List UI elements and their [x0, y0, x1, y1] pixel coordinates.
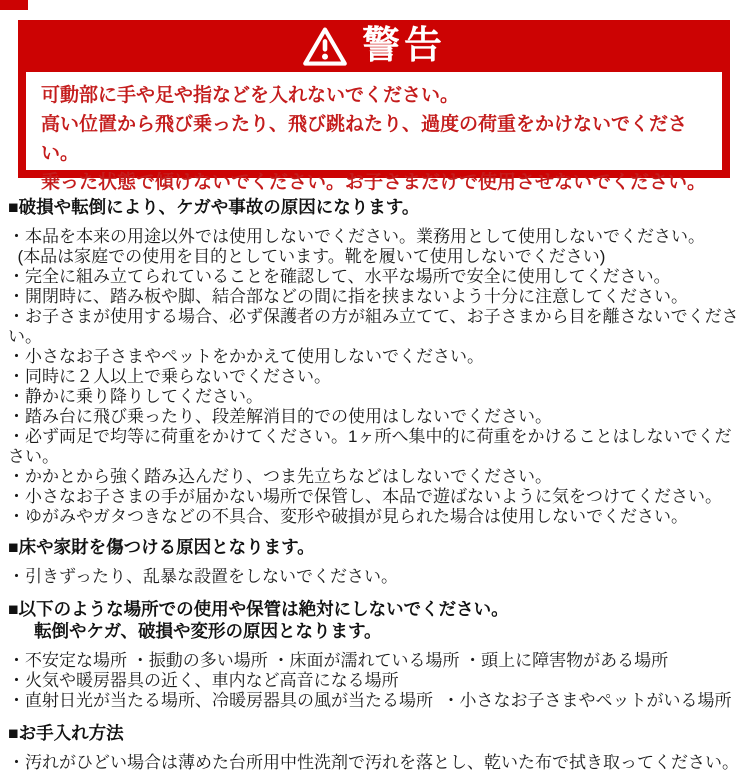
section-heading: ■お手入れ方法	[8, 723, 124, 743]
list-item: ・汚れがひどい場合は薄めた台所用中性洗剤で汚れを落とし、乾いた布で拭き取ってください。	[8, 753, 739, 772]
section-items	[8, 651, 744, 711]
warning-triangle-icon	[302, 26, 348, 68]
section-damage-injury	[8, 196, 744, 527]
list-item: ・本品を本来の用途以外では使用しないでください。業務用として使用しないでください。	[8, 227, 705, 246]
section-items	[8, 753, 744, 773]
list-item: ・不安定な場所 ・振動の多い場所 ・床面が濡れている場所 ・頭上に障害物がある場所	[8, 651, 669, 670]
section-floor-damage	[8, 536, 744, 587]
warning-message: 可動部に手や足や指などを入れないでください。	[41, 85, 460, 106]
warning-messages-box	[26, 72, 722, 193]
section-items	[8, 567, 744, 587]
list-item: ・小さなお子さまの手が届かない場所で保管し、本品で遊ばないように気をつけてください。	[8, 487, 722, 506]
list-item: ・小さなお子さまやペットをかかえて使用しないでください。	[8, 347, 484, 366]
instructions-body	[8, 196, 744, 773]
list-item: ・必ず両足で均等に荷重をかけてください。1ヶ所へ集中的に荷重をかけることはしないでください。	[8, 427, 732, 466]
list-item: ・お子さまが使用する場合、必ず保護者の方が組み立てて、お子さまから目を離さないでください。	[8, 307, 739, 346]
section-subheading: 転倒やケガ、破損や変形の原因となります。	[34, 621, 382, 641]
warning-banner-header	[18, 20, 730, 72]
list-item: (本品は家庭での使用を目的としています。靴を履いて使用しないでください)	[8, 247, 606, 266]
list-item: ・直射日光が当たる場所、冷暖房器具の風が当たる場所 ・小さなお子さまやペットがいる場所	[8, 691, 732, 710]
section-heading: ■破損や転倒により、ケガや事故の原因になります。	[8, 197, 420, 217]
warning-message: 高い位置から飛び乗ったり、飛び跳ねたり、過度の荷重をかけないでください。	[41, 114, 688, 164]
corner-red-fragment	[0, 0, 28, 10]
section-heading: ■以下のような場所での使用や保管は絶対にしないでください。	[8, 599, 509, 619]
section-care-method	[8, 722, 744, 773]
list-item: ・引きずったり、乱暴な設置をしないでください。	[8, 567, 398, 586]
list-item: ・静かに乗り降りしてください。	[8, 387, 263, 406]
section-heading: ■床や家財を傷つける原因となります。	[8, 537, 315, 557]
list-item: ・踏み台に飛び乗ったり、段差解消目的での使用はしないでください。	[8, 407, 552, 426]
list-item: ・かかとから強く踏み込んだり、つま先立ちなどはしないでください。	[8, 467, 552, 486]
section-items	[8, 227, 744, 527]
warning-banner	[18, 20, 730, 193]
list-item: ・同時に２人以上で乗らないでください。	[8, 367, 331, 386]
list-item: ・完全に組み立てられていることを確認して、水平な場所で安全に使用してください。	[8, 267, 671, 286]
list-item: ・開閉時に、踏み板や脚、結合部などの間に指を挟まないよう十分に注意してください。	[8, 287, 688, 306]
warning-message: 乗った状態で傾けないでください。お子さまだけで使用させないでください。	[41, 172, 707, 193]
list-item: ・ゆがみやガタつきなどの不具合、変形や破損が見られた場合は使用しないでください。	[8, 507, 688, 526]
warning-title: 警告	[361, 25, 446, 67]
list-item: ・火気や暖房器具の近く、車内など高音になる場所	[8, 671, 399, 690]
section-prohibited-locations	[8, 598, 744, 711]
